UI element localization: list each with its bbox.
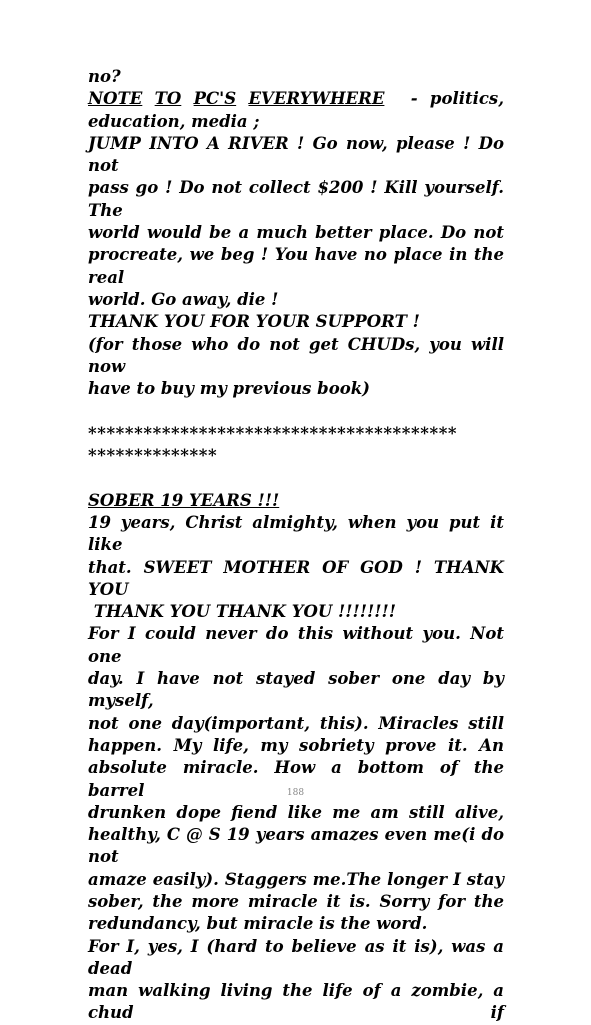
text-line: (for those who do not get CHUDs, you will now: [88, 334, 504, 376]
text-line: 19 years, Christ almighty, when you put it like: [88, 512, 504, 555]
text-line: not one day(important, this). Miracles still: [88, 713, 504, 733]
text-line: man walking living the life of a zombie, a chud if: [88, 981, 504, 1023]
page-number: 188: [286, 788, 305, 798]
blank-line: [88, 400, 504, 422]
text-line: day. I have not stayed sober one day by myself,: [88, 669, 504, 711]
text-line: THANK YOU THANK YOU !!!!!!!!: [88, 602, 396, 622]
text-line: JUMP INTO A RIVER ! Go now, please ! Do not: [88, 133, 504, 176]
text-line: happen. My life, my sobriety prove it. An: [88, 735, 504, 755]
page-body: [88, 66, 504, 1025]
text-line: world would be a much better place. Do not: [88, 223, 504, 243]
note-word: PC'S: [193, 89, 237, 109]
text-line: no?: [88, 67, 121, 86]
note-word: NOTE: [88, 89, 143, 109]
text-line: drunken dope fiend like me am still alive,: [88, 802, 504, 822]
text-line: amaze easily). Staggers me.The longer I stay: [88, 869, 504, 889]
text-line: procreate, we beg ! You have no place in the real: [88, 245, 504, 287]
text-line: For I could never do this without you. Not one: [88, 624, 504, 666]
blank-line: [88, 467, 504, 489]
note-dash: -: [410, 89, 418, 109]
text-line: have to buy my previous book): [88, 379, 370, 399]
separator-stars: ****************************************: [88, 423, 458, 443]
text-line: absolute miracle. How a bottom of the barrel: [88, 758, 504, 800]
text-line: world. Go away, die !: [88, 289, 279, 309]
separator-stars: **************: [88, 446, 218, 466]
note-word: TO: [154, 89, 182, 109]
note-rest: politics,: [429, 89, 504, 109]
text-line: THANK YOU FOR YOUR SUPPORT !: [88, 312, 420, 332]
note-word: EVERYWHERE: [248, 89, 385, 109]
text-line: sober, the more miracle it is. Sorry for the: [88, 891, 504, 911]
text-line: education, media ;: [88, 111, 260, 131]
text-line: redundancy, but miracle is the word.: [88, 914, 428, 934]
text-line: that. SWEET MOTHER OF GOD ! THANK YOU: [88, 557, 504, 599]
section-heading: SOBER 19 YEARS !!!: [88, 490, 280, 510]
note-heading-line: [88, 88, 504, 110]
text-line: healthy, C @ S 19 years amazes even me(i do not: [88, 825, 504, 867]
text-line: For I, yes, I (hard to believe as it is), was a dead: [88, 936, 504, 978]
text-line: pass go ! Do not collect $200 ! Kill yourself. The: [88, 178, 504, 220]
